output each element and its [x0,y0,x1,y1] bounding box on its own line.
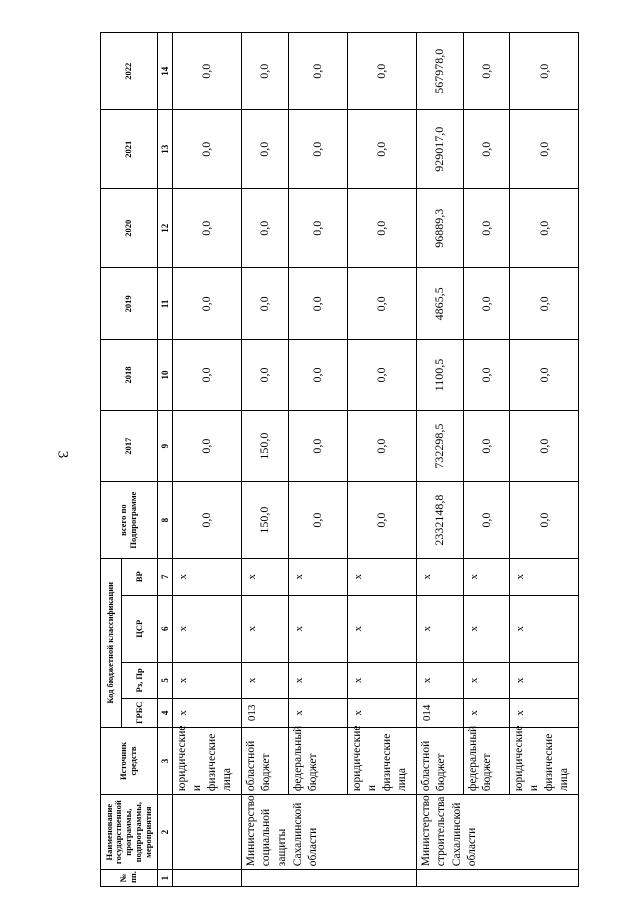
row-csr: х [416,595,463,662]
row-2021: 0,0 [463,110,510,188]
col-number: 7 [158,558,173,595]
header-source: Источник средств [101,727,158,794]
row-2019: 0,0 [172,268,241,340]
header-vr: ВР [122,558,158,595]
row-rzpr: х [241,662,288,698]
row-csr: х [463,595,510,662]
row-name: Министерство социальной защиты Сахалинской области [241,795,416,870]
row-2022: 0,0 [241,33,288,110]
row-source: юридические и физические лица [348,727,417,794]
row-2020: 96889,3 [416,188,463,268]
header-2017: 2017 [101,410,158,482]
row-2017: 0,0 [348,410,417,482]
row-total: 2332148,8 [416,482,463,558]
row-total: 0,0 [348,482,417,558]
row-csr: х [241,595,288,662]
table-wrapper [100,32,579,887]
row-2022: 567978,0 [416,33,463,110]
row-2019: 0,0 [288,268,347,340]
col-number: 2 [158,795,173,870]
row-2017: 150,0 [241,410,288,482]
row-2017: 0,0 [288,410,347,482]
row-grbs: 014 [416,698,463,727]
table-row [288,33,347,887]
row-rzpr: х [288,662,347,698]
row-2018: 0,0 [348,340,417,411]
row-2019: 0,0 [510,268,579,340]
row-vr: х [416,558,463,595]
rotated-table-container [100,32,579,887]
row-total: 150,0 [241,482,288,558]
row-2021: 0,0 [172,110,241,188]
row-2018: 0,0 [241,340,288,411]
row-grbs: х [348,698,417,727]
row-csr: х [348,595,417,662]
row-2022: 0,0 [288,33,347,110]
col-number: 11 [158,268,173,340]
row-2017: 0,0 [463,410,510,482]
row-2020: 0,0 [288,188,347,268]
col-number: 1 [158,870,173,887]
row-rzpr: х [348,662,417,698]
row-csr: х [288,595,347,662]
row-2021: 0,0 [241,110,288,188]
row-vr: х [463,558,510,595]
row-rzpr: х [416,662,463,698]
header-2020: 2020 [101,188,158,268]
row-rzpr: х [172,662,241,698]
row-2022: 0,0 [510,33,579,110]
row-source: областной бюджет [241,727,288,794]
header-name: Наименование государственной программы, подпрограммы, мероприятия [101,795,158,870]
col-number: 5 [158,662,173,698]
row-2019: 0,0 [241,268,288,340]
row-2017: 732298,5 [416,410,463,482]
row-source: федеральный бюджет [288,727,347,794]
row-2021: 0,0 [288,110,347,188]
row-csr: х [510,595,579,662]
row-source: юридические и физические лица [510,727,579,794]
table-row [510,33,579,887]
col-number: 8 [158,482,173,558]
row-2018: 0,0 [510,340,579,411]
page-number: 3 [54,450,71,459]
row-2018: 1100,5 [416,340,463,411]
column-number-row [158,33,173,887]
row-2020: 0,0 [510,188,579,268]
row-no [172,870,241,887]
header-2018: 2018 [101,340,158,411]
row-rzpr: х [463,662,510,698]
row-total: 0,0 [288,482,347,558]
row-total: 0,0 [172,482,241,558]
row-grbs: х [172,698,241,727]
header-budget-code: Код бюджетной классификации [101,558,122,727]
row-2017: 0,0 [510,410,579,482]
table-row [463,33,510,887]
row-2020: 0,0 [348,188,417,268]
row-2018: 0,0 [172,340,241,411]
col-number: 12 [158,188,173,268]
row-2018: 0,0 [463,340,510,411]
col-number: 4 [158,698,173,727]
col-number: 3 [158,727,173,794]
row-csr: х [172,595,241,662]
row-2021: 0,0 [510,110,579,188]
row-grbs: х [510,698,579,727]
row-2020: 0,0 [241,188,288,268]
header-grbs: ГРБС [122,698,158,727]
row-source: федеральный бюджет [463,727,510,794]
row-2020: 0,0 [172,188,241,268]
row-no [241,870,416,887]
row-name: Министерство строительства Сахалинской области [416,795,578,870]
header-total: всего по Подпрограмме [101,482,158,558]
row-grbs: х [463,698,510,727]
row-2019: 0,0 [348,268,417,340]
budget-table [100,32,579,887]
row-source: областной бюджет [416,727,463,794]
row-vr: х [510,558,579,595]
row-name [172,795,241,870]
header-no: № пп. [101,870,158,887]
col-number: 13 [158,110,173,188]
row-2022: 0,0 [463,33,510,110]
row-2019: 0,0 [463,268,510,340]
row-vr: х [241,558,288,595]
table-row [348,33,417,887]
row-total: 0,0 [510,482,579,558]
row-2021: 929017,0 [416,110,463,188]
table-row [416,33,463,887]
row-2022: 0,0 [348,33,417,110]
col-number: 14 [158,33,173,110]
row-source: юридические и физические лица [172,727,241,794]
col-number: 9 [158,410,173,482]
row-vr: х [172,558,241,595]
header-csr: ЦСР [122,595,158,662]
row-2021: 0,0 [348,110,417,188]
col-number: 10 [158,340,173,411]
header-2019: 2019 [101,268,158,340]
row-2022: 0,0 [172,33,241,110]
header-2022: 2022 [101,33,158,110]
header-2021: 2021 [101,110,158,188]
row-2017: 0,0 [172,410,241,482]
row-grbs: 013 [241,698,288,727]
table-row [172,33,241,887]
row-total: 0,0 [463,482,510,558]
row-vr: х [288,558,347,595]
row-2018: 0,0 [288,340,347,411]
row-2020: 0,0 [463,188,510,268]
row-vr: х [348,558,417,595]
header-rzpr: Рз, Пр [122,662,158,698]
row-rzpr: х [510,662,579,698]
row-grbs: х [288,698,347,727]
row-2019: 4865,5 [416,268,463,340]
table-row [241,33,288,887]
col-number: 6 [158,595,173,662]
row-no [416,870,578,887]
